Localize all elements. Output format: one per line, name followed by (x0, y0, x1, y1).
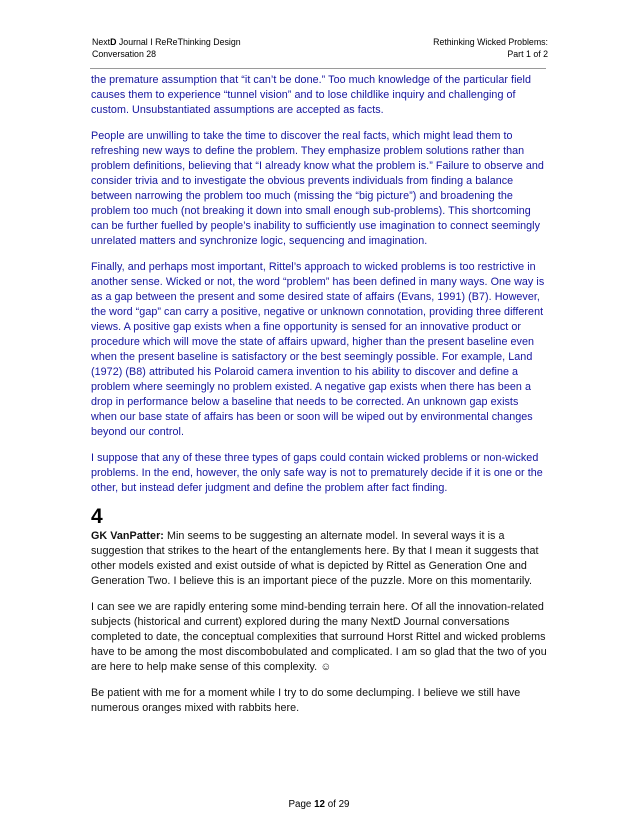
article-body (91, 73, 547, 716)
page-footer: Page 12 of 29 (288, 799, 350, 810)
header-divider (90, 68, 546, 69)
current-page-number: 12 (314, 799, 325, 810)
header-right (433, 37, 548, 60)
total-pages: 29 (338, 799, 350, 810)
article-part: Part 1 of 2 (507, 48, 548, 59)
section-paragraph: GK VanPatter: Min seems to be suggesting an alternate model. In several ways it is a suggestion that strikes to the heart of the entanglements here. By that I mean it suggests that other models existed and exist outside of what is depicted by Rittel as Generation One and Generation Two. I believe this is an important piece of the puzzle. More on this momentarily. (91, 530, 539, 587)
speaker-name: GK VanPatter: (91, 530, 164, 542)
section-paragraph: I can see we are rapidly entering some mind-bending terrain here. Of all the innovation-related subjects (historical and current) explored during the many NextD Journal conversations completed to date, the conceptual complexities that surround Horst Rittel and wicked problems have to be among the most discombobulated and complicated. I am so glad that the two of you are here to help make sense of this complexity. ☺ (91, 601, 547, 673)
body-paragraph: Finally, and perhaps most important, Rittel’s approach to wicked problems is too restrictive in another sense. Wicked or not, the word “problem” has been defined in many ways. One way is as a gap between the present and some desired state of affairs (Evans, 1991) (B7). However, the word “gap” can carry a positive, negative or unknown connotation, providing three different views. A positive gap exists when a fine opportunity is sensed for an innovative product or procedure which will move the state of affairs upward, higher than the present baseline even when the present baseline is satisfactory or the best seemingly possible. For example, Land (1972) (B8) attributed his Polaroid camera invention to his ability to discover and define a problem where seemingly no problem existed. A negative gap exists when there has been a drop in performance below a baseline that needs to be corrected. An unknown gap exists when our base state of affairs has been or soon will be wiped out by environmental changes beyond our control. (91, 261, 545, 438)
body-paragraph: People are unwilling to take the time to discover the real facts, which might lead them to refreshing new ways to define the problem. They emphasize problem solutions rather than problem definitions, believing that “I already know what the problem is.” Failure to observe and consider trivia and to investigate the obvious prevents individuals from finding a balance between narrowing the problem too much (missing the “big picture”) and broadening the problem too much (not breaking it down into small enough sub-problems). This shortcoming can be further fuelled by people’s inability to sufficiently use imagination to connect seemingly unrelated matters and synchronize logic, sequencing and imagination. (91, 130, 544, 247)
section-paragraph: Be patient with me for a moment while I try to do some declumping. I believe we still have numerous oranges mixed with rabbits here. (91, 687, 521, 714)
journal-title: NextD Journal I ReReThinking Design (92, 37, 241, 47)
header-left (92, 37, 241, 60)
body-paragraph: the premature assumption that “it can’t be done.” Too much knowledge of the particular field causes them to experience “tunnel vision” and to lose childlike inquiry and challenging of custom. Unsubstantiated assumptions are accepted as facts. (91, 74, 532, 116)
section-number: 4 (91, 505, 103, 528)
conversation-number: Conversation 28 (92, 48, 157, 59)
body-paragraph: I suppose that any of these three types of gaps could contain wicked problems or non-wicked problems. In the end, however, the only safe way is not to prematurely decide if it is one or the other, but instead defer judgment and define the problem after fact finding. (91, 452, 543, 494)
article-title: Rethinking Wicked Problems: (433, 37, 548, 47)
